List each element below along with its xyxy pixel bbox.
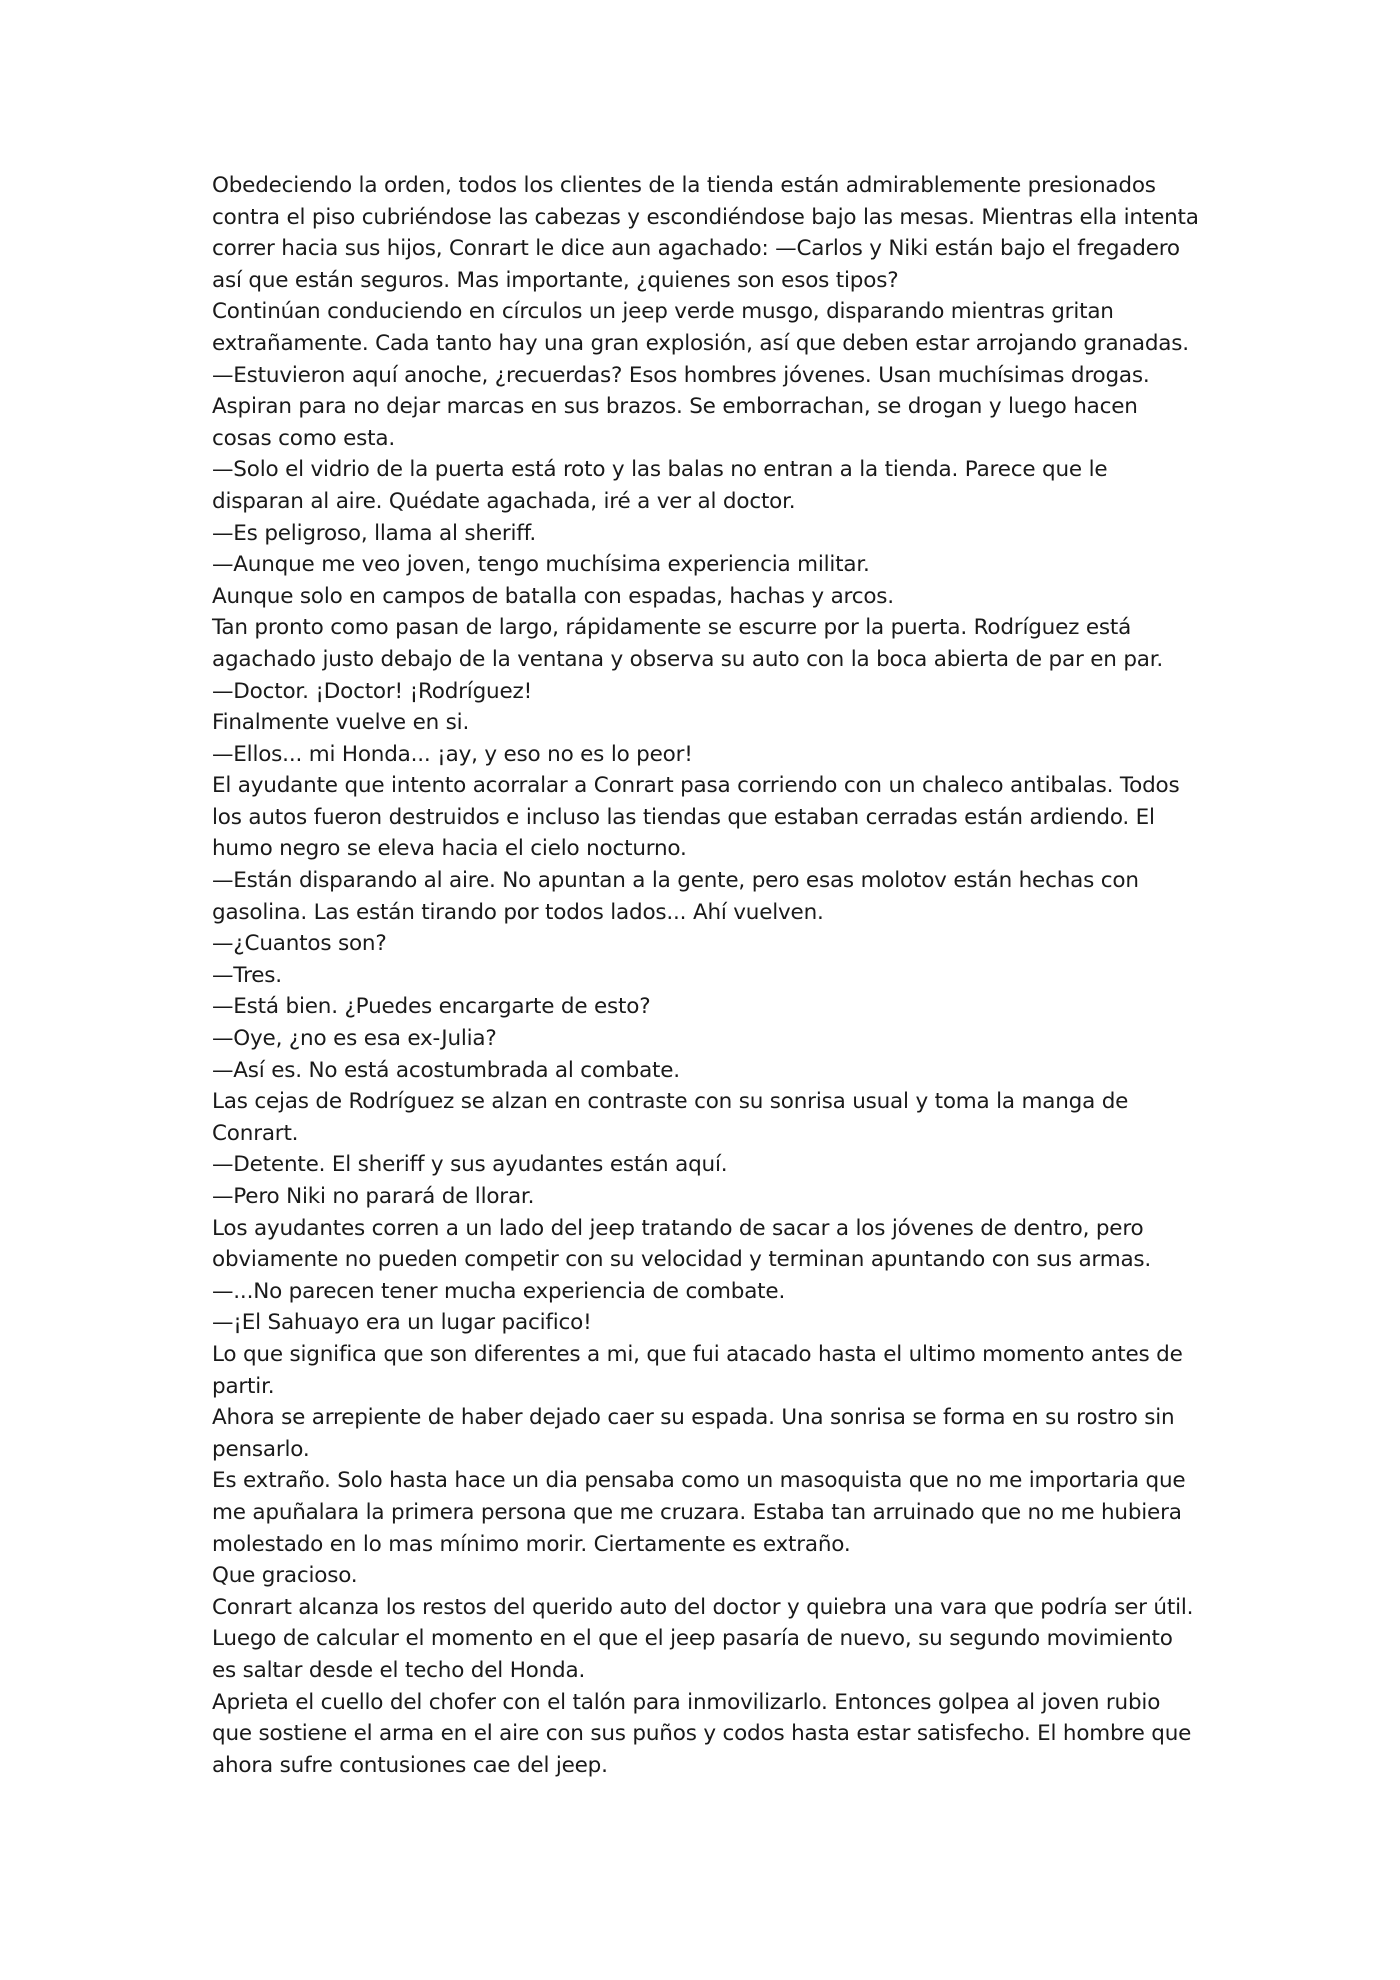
paragraph: —Oye, ¿no es esa ex-Julia? — [212, 1026, 497, 1052]
body-text — [212, 170, 1202, 1781]
paragraph: —Están disparando al aire. No apuntan a la gente, pero esas molotov están hechas con gasolina. Las están tirando por todos lados... Ahí vuelven. — [212, 868, 1139, 925]
paragraph: —Es peligroso, llama al sheriff. — [212, 520, 537, 546]
paragraph: Obedeciendo la orden, todos los clientes de la tienda están admirablemente presionados contra el piso cubriéndose las cabezas y escondiéndose bajo las mesas. Mientras ella intenta correr hacia sus hijos, Conrart le dice aun agachado: —Carlos y Niki están bajo el fregadero así que están seguros. Mas importante, ¿quienes son esos tipos? — [212, 173, 1199, 293]
paragraph: —Así es. No está acostumbrada al combate. — [212, 1057, 680, 1083]
paragraph: —Doctor. ¡Doctor! ¡Rodríguez! — [212, 678, 532, 704]
paragraph: —Detente. El sheriff y sus ayudantes están aquí. — [212, 1152, 728, 1178]
paragraph: Aunque solo en campos de batalla con espadas, hachas y arcos. — [212, 583, 894, 609]
paragraph: Conrart alcanza los restos del querido auto del doctor y quiebra una vara que podría ser útil. Luego de calcular el momento en el que el jeep pasaría de nuevo, su segundo movimiento es saltar desde el techo del Honda. — [212, 1594, 1194, 1683]
paragraph: Los ayudantes corren a un lado del jeep tratando de sacar a los jóvenes de dentro, pero obviamente no pueden competir con su velocidad y terminan apuntando con sus armas. — [212, 1215, 1152, 1273]
paragraph: —Pero Niki no parará de llorar. — [212, 1184, 535, 1209]
paragraph: Las cejas de Rodríguez se alzan en contraste con su sonrisa usual y toma la manga de Conrart. — [212, 1089, 1129, 1146]
paragraph: Es extraño. Solo hasta hace un dia pensaba como un masoquista que no me importaria que me apuñalara la primera persona que me cruzara. Estaba tan arruinado que no me hubiera molestado en lo mas mínimo morir. Ciertamente es extraño. — [212, 1468, 1186, 1557]
paragraph: —Solo el vidrio de la puerta está roto y las balas no entran a la tienda. Parece que le disparan al aire. Quédate agachada, iré a ver al doctor. — [212, 457, 1108, 514]
paragraph: Lo que significa que son diferentes a mi, que fui atacado hasta el ultimo momento antes de partir. — [212, 1341, 1183, 1399]
paragraph: Tan pronto como pasan de largo, rápidamente se escurre por la puerta. Rodríguez está agachado justo debajo de la ventana y observa su auto con la boca abierta de par en par. — [212, 615, 1164, 672]
paragraph: —¡El Sahuayo era un lugar pacifico! — [212, 1310, 592, 1336]
paragraph: —Está bien. ¿Puedes encargarte de esto? — [212, 994, 651, 1020]
paragraph: El ayudante que intento acorralar a Conrart pasa corriendo con un chaleco antibalas. Todos los autos fueron destruidos e incluso las tiendas que estaban cerradas están ardiendo. El humo negro se eleva hacia el cielo nocturno. — [212, 773, 1180, 862]
paragraph: Que gracioso. — [212, 1563, 358, 1589]
paragraph: —Tres. — [212, 962, 282, 988]
paragraph: —Aunque me veo joven, tengo muchísima experiencia militar. — [212, 552, 870, 578]
paragraph: Continúan conduciendo en círculos un jeep verde musgo, disparando mientras gritan extrañamente. Cada tanto hay una gran explosión, así que deben estar arrojando granadas. — [212, 299, 1189, 356]
paragraph: Aprieta el cuello del chofer con el talón para inmovilizarlo. Entonces golpea al joven rubio que sostiene el arma en el aire con sus puños y codos hasta estar satisfecho. El hombre que ahora sufre contusiones cae del jeep. — [212, 1689, 1192, 1778]
paragraph: Finalmente vuelve en si. — [212, 710, 470, 736]
paragraph: —Estuvieron aquí anoche, ¿recuerdas? Esos hombres jóvenes. Usan muchísimas drogas. Aspiran para no dejar marcas en sus brazos. Se emborrachan, se drogan y luego hacen cosas como esta. — [212, 362, 1150, 451]
paragraph: —...No parecen tener mucha experiencia de combate. — [212, 1278, 786, 1304]
paragraph: Ahora se arrepiente de haber dejado caer su espada. Una sonrisa se forma en su rostro sin pensarlo. — [212, 1405, 1175, 1462]
paragraph: —¿Cuantos son? — [212, 931, 387, 957]
paragraph: —Ellos... mi Honda... ¡ay, y eso no es lo peor! — [212, 741, 693, 767]
